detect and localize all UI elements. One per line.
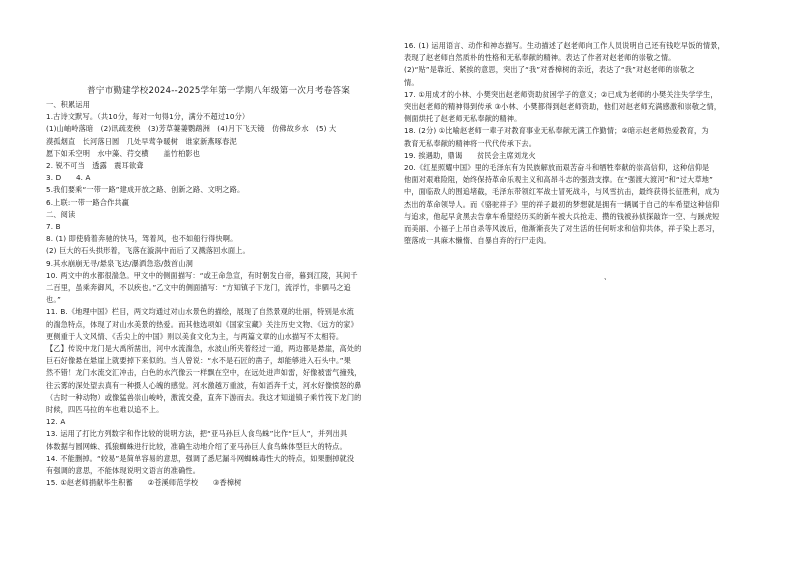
answer-line: 18. (2分) ①比喻赵老师一辈子对教育事业无私奉献无满工作勤情；②暗示赵老师热爱教育，为 [404, 126, 709, 136]
answer-line: 16. (1) 运用语言、动作和神态描写。生动描述了赵老师向工作人员说明自己还有钱吃早饭的情景， [404, 41, 725, 50]
stray-mark: 、 [604, 273, 611, 281]
answer-line: 2. 锐不可当 透露 震耳欲聋 [46, 161, 144, 171]
answer-line: 表现了赵老师自然质朴的性格和无私奉献的精神。表达了作者对赵老师的崇敬之情。 [404, 53, 676, 63]
left-column [46, 84, 391, 490]
answer-line: 14. 不能删掉。“较易”是简单容易的意思，强调了悉尼漏斗网蜘蛛毒性大的特点，如果删掉就没 [46, 453, 355, 463]
answer-line: 时候，四匹马拉的车也难以追不上。 [46, 405, 164, 415]
answer-line: 教育无私奉献的精神将一代代传承下去。 [404, 138, 537, 148]
answer-line: (1)山岫岭落暗 (2)讯疏麦秧 (3)芳草萋萋鹦鹉洲 (4)月下飞天镜 仿佛故乡水 (5) 大 [46, 124, 337, 134]
answer-line: (2) 巨大的石头拱形着，飞落在漩涡中而后了又溅落回水面上。 [46, 246, 250, 256]
answer-line: 漠孤烟直 长河落日圆 几处早莺争暖树 谁家新燕啄春泥 [46, 136, 237, 146]
answer-line: 一、积累运用 [46, 100, 91, 109]
answer-line: 堕落成一具麻木懒惰、自暴自弃的行尸走肉。 [404, 236, 551, 246]
answer-line: 7. B [46, 222, 61, 232]
answer-line: 侧面烘托了赵老师无私奉献的精神。 [404, 114, 522, 124]
answer-line: 更侧重于人文风情、《舌尖上的中国》则以美食文化为主，与两篇文章的山水描写不太相符。 [46, 331, 344, 341]
answer-line: 3. D 4. A [46, 173, 91, 183]
answer-line: （古时一种动物）或像猛兽崇山峻岭，激流交叠，直奔下游而去。我这才知道镇子乘竹筏下龙门的 [46, 392, 362, 402]
answer-line: 他面对艰难险阻，始终保持革命乐观主义和高昂斗志的强劲支撑。在“强渡大渡河”和“过大草地” [404, 175, 713, 185]
answer-line: 然不错！龙门水流交汇冲击，白色的水汽像云一样飘在空中，在远处迸声如雷，好像被雷气撞残， [46, 368, 362, 378]
page-title: 普宁市勤建学校2024--2025学年第一学期八年级第一次月考卷答案 [87, 86, 350, 96]
answer-line: 二、阅读 [46, 209, 76, 219]
answer-line: 情。 [404, 77, 419, 87]
answer-line: 愿下如禾空明 水中藻、荇交横 盖竹柏影也 [46, 148, 201, 158]
answer-line: 突出赵老师的精神得到传承 ③小林、小樊都得到赵老师资助，他们对赵老师充满感激和崇敬之情， [404, 102, 722, 112]
answer-line: 10. 两文中的水都很湍急。甲文中的侧面描写：“或王命急宣，有时朝发白帝，暮到江陵，其间千 [46, 270, 358, 280]
answer-line: (2)“贴”是靠近、紧挨的意思，突出了“我”对香樟树的亲近，表达了“我”对赵老师的崇敬之 [404, 65, 695, 75]
right-column [404, 40, 759, 247]
answer-line: 12. A [46, 417, 66, 427]
answer-line: 往云雾的深处望去真有一种摄人心魄的感觉。河水激越万重波，有如滔奔千丈，河水好像愤怒的鼻 [46, 380, 362, 390]
answer-line: 而美丽、小福子上吊自杀等风波后，他渐渐丧失了对生活的任何听求和信仰共体，祥子染上恶习， [404, 224, 720, 234]
answer-line: 1.古诗文默写。（共10分，每对一句得1分，满分不超过10分） [46, 112, 250, 122]
answer-line: 二百里，虽乘奔御风，不以疾也。”乙文中的侧面描写：“方知镇子下龙门，流浮竹，非驷马之追 [46, 283, 351, 293]
answer-line: 20.《红星照耀中国》里的毛泽东有为民族解放而艰苦奋斗和牺牲奉献的崇高信仰，这种信仰是 [404, 163, 710, 173]
answer-line: 8. (1) 即使骑着奔驰的快马，驾着风，也不如船行得快啊。 [46, 234, 238, 244]
answer-line: 9.其水崩崩无寻/悬泉飞达/瀑洒急恣/鼓首山洞 [46, 258, 193, 268]
answer-line: 【乙】传说中龙门是大禹所凿出，河中水流湍急，水波山所夹着经过一道，两边都是悬崖，高处的 [46, 344, 362, 354]
answer-line: 6.上联:一带一路合作共赢 [46, 197, 130, 207]
answer-line: 体数据与圆网蛛、孤狼蜘蛛进行比较，准确生动地介绍了亚马孙巨人食鸟蛛体型巨大的特点。 [46, 441, 347, 451]
answer-line: 中，面临敌人的围追堵截，毛泽东带领红军战士冒死战斗，与风雪抗击，最终获得长征胜利，成为 [404, 187, 720, 197]
answer-line: 19. 挨遇助，鼎谒 贫民会主席刘龙火 [404, 150, 536, 160]
answer-line: 与追求，他起早贪黑去告拿车希望经历买的新车被大兵抢走、攒的钱被孙侦探敲诈一空、与蹊虎短 [404, 211, 720, 221]
answer-line: 的湍急特点，体现了对山水美景的热爱。而其他选项如《国家宝藏》关注历史文物、《远方的家》 [46, 319, 358, 329]
answer-line: 5.我们要乘“一带一路”建成开放之路、创新之路、文明之路。 [46, 185, 245, 195]
answer-line: 15. ①赵老师捐献毕生积蓄 ②苍溪师范学校 ③香樟树 [46, 478, 242, 488]
answer-line: 有强调的意思，不能体现说明文语言的准确性。 [46, 466, 201, 476]
answer-line: 11. B.《地理中国》栏目，两文均通过对山水景色的描绘，展现了自然景观的壮丽，特别是水流 [46, 307, 354, 317]
answer-line: 13. 运用了打比方列数字和作比较的说明方法，把“亚马孙巨人食鸟蛛”比作“巨人”，并列出具 [46, 429, 348, 439]
answer-line: 17. ①用成才的小林、小樊突出赵老师资助贫困学子的意义；②已成为老师的小樊关注失学学生， [404, 89, 718, 99]
answer-line: 杰出的革命领导人。而《骆驼祥子》里的祥子最初的梦想就是拥有一辆属于自己的车希望这种信仰 [404, 199, 720, 209]
answer-line: 也。” [46, 295, 61, 305]
answer-line: 巨石好像悬在悬崖上就要掉下来似的。当人曾说：“水不是石匠的凿子，却能够进入石头中。”果 [46, 356, 351, 366]
